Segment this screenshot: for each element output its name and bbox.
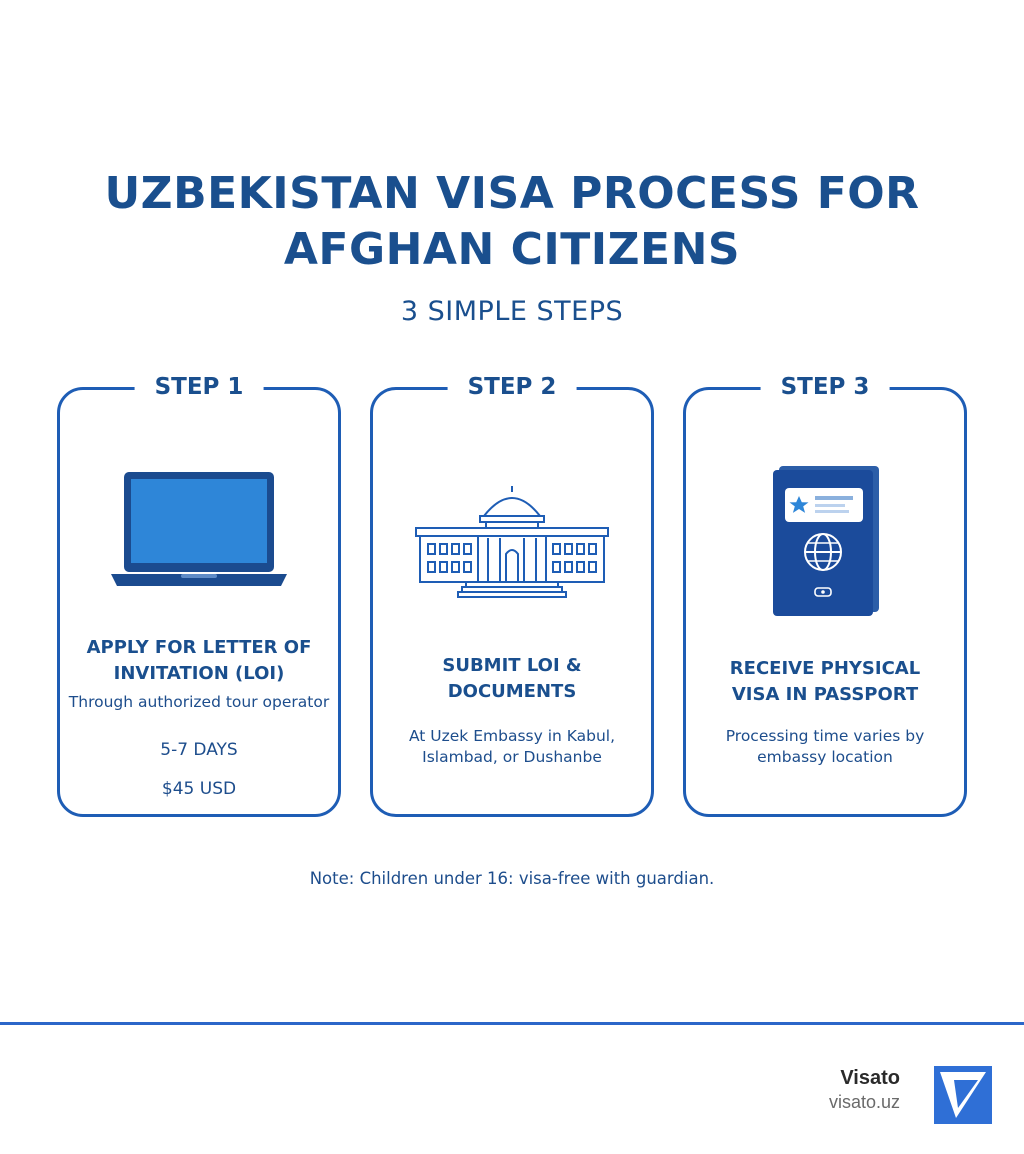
- title-line-1: UZBEKISTAN VISA PROCESS FOR: [104, 168, 920, 219]
- step-2-label: STEP 2: [448, 374, 577, 400]
- step-1-title: APPLY FOR LETTER OF INVITATION (LOI): [86, 637, 312, 684]
- page-title: [0, 166, 1024, 278]
- brand-url: visato.uz: [828, 1092, 900, 1112]
- footnote: Note: Children under 16: visa-free with guardian.: [309, 869, 715, 888]
- step-3-label: STEP 3: [761, 374, 890, 400]
- brand-name: Visato: [840, 1067, 900, 1089]
- step-1-duration: 5-7 DAYS: [160, 740, 238, 760]
- embassy-building-icon: [373, 482, 651, 602]
- footer-divider: [0, 1022, 1024, 1025]
- step-1-label: STEP 1: [135, 374, 264, 400]
- step-2-title: SUBMIT LOI & DOCUMENTS: [442, 655, 582, 702]
- title-line-2: AFGHAN CITIZENS: [283, 224, 741, 275]
- step-1-card: [57, 374, 341, 817]
- step-3-description: Processing time varies by embassy location: [725, 727, 925, 766]
- visato-logo-icon: [934, 1066, 992, 1124]
- step-2-description: At Uzek Embassy in Kabul, Islambad, or Dushanbe: [408, 727, 616, 766]
- step-2-card: [370, 374, 654, 817]
- laptop-icon: [60, 470, 338, 590]
- page-subtitle: 3 SIMPLE STEPS: [400, 296, 624, 327]
- step-3-title: RECEIVE PHYSICAL VISA IN PASSPORT: [729, 658, 921, 705]
- brand-block: [829, 1067, 900, 1113]
- step-1-cost: $45 USD: [161, 779, 237, 799]
- step-3-card: [683, 374, 967, 817]
- passport-icon: [686, 464, 964, 616]
- step-1-description: Through authorized tour operator: [68, 693, 330, 711]
